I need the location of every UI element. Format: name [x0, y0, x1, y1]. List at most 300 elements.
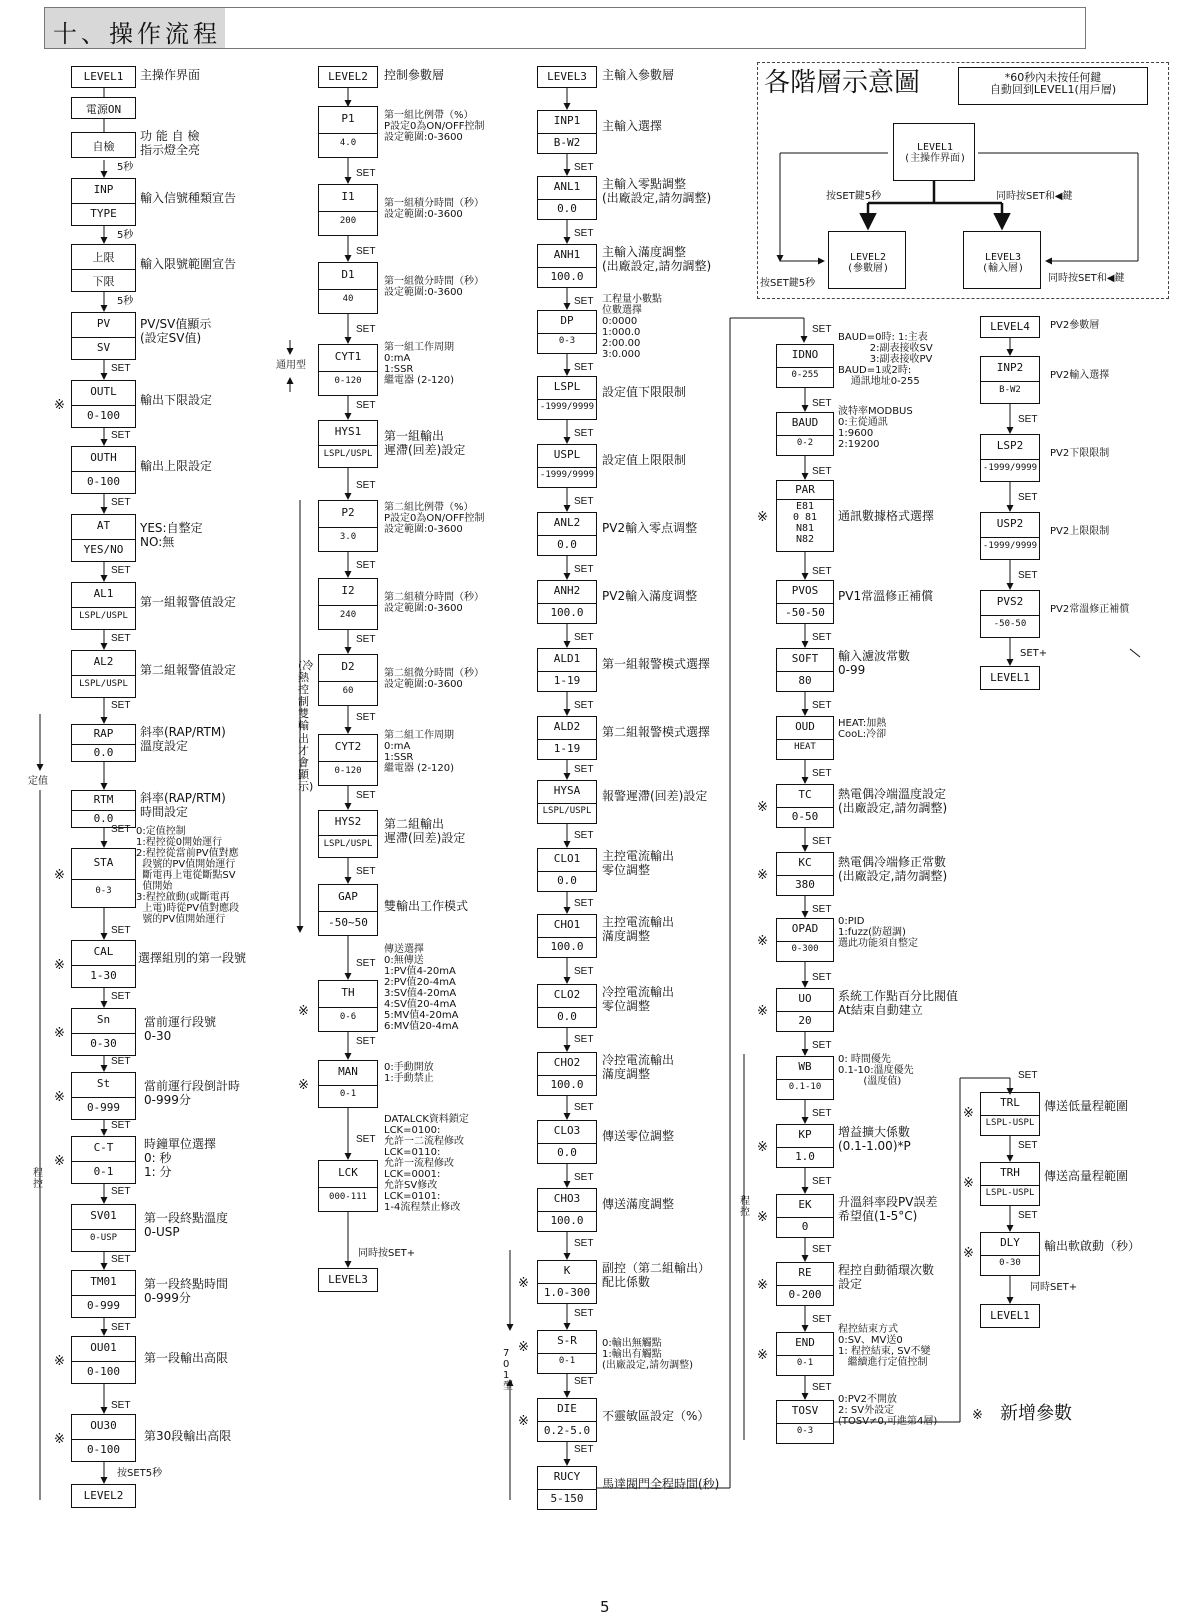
col3-inp1-value: B-W2	[553, 136, 581, 149]
level1-end-box-2-text: LEVEL1	[990, 1309, 1030, 1322]
col2-set-12: SET	[356, 1134, 376, 1145]
marker-sn: ※	[54, 1026, 65, 1041]
col4-uo-value: 20	[798, 1014, 812, 1027]
col3-cho1-name: CHO1	[553, 918, 581, 931]
col1-inp-desc: 輸入信號種類宣告	[140, 191, 237, 205]
both-set-l2: 同時按SET+	[358, 1248, 416, 1259]
col3-ald2-desc: 第二組報警模式選擇	[602, 725, 711, 739]
col2-cyt1-desc: 第一組工作周期 0:mA 1:SSR 繼電器 (2-120)	[384, 342, 455, 386]
col4-tc-name: TC	[798, 788, 812, 801]
col1-ou30-desc: 第30段輸出高限	[144, 1429, 232, 1443]
col3-anh2-value: 100.0	[550, 606, 584, 619]
col1-rap-desc: 斜率(RAP/RTM) 溫度設定	[140, 725, 226, 753]
col5-usp2-name: USP2	[996, 517, 1024, 530]
program-label-2: 程 控	[740, 1196, 750, 1218]
col4-set-6: SET	[812, 768, 832, 779]
col1-set-10: SET	[111, 1120, 131, 1131]
col3-clo3-value: 0.0	[557, 1146, 577, 1159]
col3-inp1-name: INP1	[553, 114, 581, 127]
col4-opad-name: OPAD	[791, 922, 819, 935]
col1-set-14: SET	[111, 1400, 131, 1411]
col4-idno-name: IDNO	[791, 348, 819, 361]
col3-cho2-name: CHO2	[553, 1056, 581, 1069]
marker-tc: ※	[757, 800, 768, 815]
col2-lck-value: 000-111	[329, 1192, 367, 1202]
col2-set-8: SET	[356, 790, 376, 801]
time-5s-2: 5秒	[117, 230, 134, 241]
level2-box-text: LEVEL2	[328, 70, 368, 83]
col4-set-15: SET	[812, 1382, 832, 1393]
selftest-box-text: 自檢	[92, 140, 115, 153]
col1-pv-desc: PV/SV值顯示 (設定SV值)	[140, 317, 212, 345]
col4-tosv-name: TOSV	[791, 1404, 819, 1417]
col2-cyt1-name: CYT1	[334, 350, 362, 363]
section-title: 十、操作流程	[53, 20, 221, 48]
col4-set-0: SET	[812, 324, 832, 335]
col5b-set-2: SET	[1018, 1210, 1038, 1221]
col1-sv01-desc: 第一段終點溫度 0-USP	[144, 1211, 229, 1239]
col1-outh-desc: 輸出上限設定	[140, 459, 213, 473]
col5-inp2-desc: PV2輸入選擇	[1050, 370, 1110, 381]
col3-hysa-value: LSPL/USPL	[542, 806, 592, 816]
col3-anh1-desc: 主輸入滿度調整 (出廠設定,請勿調整)	[602, 245, 712, 273]
col4-pvos-value: -50-50	[785, 606, 825, 619]
col2-th-value: 0-6	[339, 1012, 357, 1022]
col3-set-4: SET	[574, 428, 594, 439]
col5b-set-1: SET	[1018, 1140, 1038, 1151]
col3-ruc-desc: 馬達閥門全程時間(秒)	[602, 1477, 720, 1491]
col4-end-value: 0-1	[796, 1358, 814, 1368]
col4-ek-desc: 升溫斜率段PV誤差 希望值(1-5°C)	[838, 1195, 938, 1223]
col3-set-6: SET	[574, 564, 594, 575]
col2-hys1-value: LSPL/USPL	[323, 449, 373, 459]
col1-sta-desc: 0:定值控制 1:程控從0開始運行 2:程控從當前PV值對應 段號的PV值開始運行 斷電再上電從斷點SV 值開始 3:程控啟動(或斷電再 上電)時從PV值對應段 號的PV值開始運行	[136, 826, 240, 925]
col3-sr-name: S-R	[557, 1334, 577, 1347]
col5-pvs2-name: PVS2	[996, 595, 1024, 608]
col3-set-5: SET	[574, 496, 594, 507]
col2-i2-value: 240	[339, 610, 357, 620]
level1-end-box-1-text: LEVEL1	[990, 671, 1030, 684]
col1-al1-desc: 第一組報警值設定	[140, 595, 237, 609]
col4-kp-desc: 增益擴大係數 (0.1-1.00)*P	[838, 1125, 911, 1153]
col1-sn-desc: 當前運行段號 0-30	[144, 1015, 217, 1043]
col5-trh-desc: 傳送高量程範圍	[1044, 1169, 1129, 1183]
col3-anl2-name: ANL2	[553, 516, 581, 529]
legend-press-set5: 按SET鍵5秒	[826, 191, 882, 202]
col3-uspl-value: -1999/9999	[539, 470, 595, 480]
col3-set-8: SET	[574, 700, 594, 711]
col2-i2-desc: 第二組積分時間（秒） 設定範圍:0-3600	[384, 592, 484, 614]
col3-anl2-desc: PV2輸入零点调整	[602, 521, 698, 535]
col2-d2-value: 60	[342, 686, 354, 696]
col4-soft-desc: 輸入濾波常數 0-99	[838, 649, 911, 677]
col1-sta-name: STA	[93, 856, 114, 869]
col1-ou01-name: OU01	[90, 1341, 117, 1354]
col1-al1-value: LSPL/USPL	[79, 611, 128, 621]
col1-ou01-value: 0-100	[86, 1365, 121, 1378]
col2-cyt2-name: CYT2	[334, 740, 362, 753]
col1-outh-value: 0-100	[86, 475, 121, 488]
col1-set-8: SET	[111, 991, 131, 1002]
col5-dly-name: DLY	[1000, 1236, 1020, 1249]
col3-anl2-value: 0.0	[557, 538, 577, 551]
col1-tm01-name: TM01	[90, 1275, 117, 1288]
press-set5: 按SET5秒	[117, 1468, 163, 1479]
col3-hysa-desc: 報警遲滯(回差)設定	[602, 789, 708, 803]
col2-gap-desc: 雙輸出工作模式	[384, 899, 469, 913]
marker-re: ※	[757, 1278, 768, 1293]
legend-level3: LEVEL3 (輸入層)	[963, 231, 1041, 289]
col2-i2-name: I2	[341, 584, 355, 597]
col2-cyt2-desc: 第二組工作周期 0:mA 1:SSR 繼電器 (2-120)	[384, 730, 455, 774]
col3-dp-name: DP	[560, 314, 574, 327]
col2-hys2-desc: 第二組輸出 遲滯(回差)設定	[384, 817, 466, 845]
col5-trh-name: TRH	[1000, 1166, 1020, 1179]
marker-die: ※	[518, 1414, 529, 1429]
col3-set-1: SET	[574, 228, 594, 239]
col4-set-4: SET	[812, 632, 832, 643]
col4-idno-desc: BAUD=0時: 1:主表 2:副表接收SV 3:副表接收PV BAUD=1或2時: 通訊地址0-255	[838, 332, 933, 387]
col2-p1-name: P1	[341, 112, 355, 125]
legend-level2: LEVEL2 (參數層)	[828, 231, 906, 289]
type701-label: 7 0 1 型	[503, 1348, 513, 1392]
col4-baud-name: BAUD	[791, 416, 819, 429]
new-param-label: 新增參數	[1000, 1403, 1072, 1424]
col2-set-6: SET	[356, 634, 376, 645]
col4-soft-value: 80	[798, 674, 812, 687]
col3-set-18: SET	[574, 1376, 594, 1387]
col4-kc-name: KC	[798, 856, 812, 869]
col3-set-16: SET	[574, 1238, 594, 1249]
legend-level1: LEVEL1 (主操作界面)	[893, 123, 975, 181]
col2-gap-value: -50~50	[328, 916, 368, 929]
col3-set-19: SET	[574, 1444, 594, 1455]
col3-cho2-value: 100.0	[550, 1078, 584, 1091]
col3-lspl-name: LSPL	[553, 380, 581, 393]
col4-tosv-value: 0-3	[796, 1426, 814, 1436]
col4-pvos-name: PVOS	[791, 584, 819, 597]
col1-cal-name: CAL	[93, 945, 114, 958]
col2-p1-desc: 第一組比例帶（%） P設定0為ON/OFF控制 設定範圍:0-3600	[384, 110, 485, 143]
col2-set-11: SET	[356, 1036, 376, 1047]
marker-par: ※	[757, 510, 768, 525]
col3-ald1-value: 1-19	[553, 674, 581, 687]
col3-ald1-name: ALD1	[553, 652, 581, 665]
col1-set-12: SET	[111, 1254, 131, 1265]
col1-al2-value: LSPL/USPL	[79, 679, 128, 689]
col1-sv01-name: SV01	[90, 1209, 117, 1222]
col2-d2-desc: 第二組微分時間（秒） 設定範圍:0-3600	[384, 668, 484, 690]
col4-ek-name: EK	[798, 1198, 812, 1211]
col5-inp2-name: INP2	[996, 361, 1024, 374]
col5-set-2: SET	[1018, 570, 1038, 581]
col1-al2-desc: 第二組報警值設定	[140, 663, 237, 677]
col4-kc-value: 380	[795, 878, 815, 891]
col3-anl1-desc: 主輸入零點調整 (出廠設定,請勿調整)	[602, 177, 712, 205]
marker-k: ※	[518, 1276, 529, 1291]
col3-sr-desc: 0:輸出無觸點 1:輸出有觸點 (出廠設定,請勿調整)	[602, 1338, 693, 1371]
col1-ct-value: 0-1	[93, 1165, 114, 1178]
col3-lspl-value: -1999/9999	[539, 402, 595, 412]
col2-i1-desc: 第一組積分時間（秒） 設定範圍:0-3600	[384, 198, 484, 220]
page-number: 5	[600, 1598, 610, 1616]
col1-lim-value: 下限	[92, 275, 115, 288]
col1-sn-value: 0-30	[90, 1037, 117, 1050]
col4-set-1: SET	[812, 398, 832, 409]
level3-box-text: LEVEL3	[547, 70, 587, 83]
col3-set-12: SET	[574, 966, 594, 977]
col2-i1-name: I1	[341, 190, 355, 203]
col3-k-value: 1.0-300	[543, 1286, 591, 1299]
marker-dly: ※	[963, 1246, 974, 1261]
col4-set-12: SET	[812, 1176, 832, 1187]
col3-k-name: K	[563, 1264, 571, 1277]
marker-ek: ※	[757, 1210, 768, 1225]
program-label-1: 程 控	[33, 1168, 43, 1190]
col2-man-value: 0-1	[339, 1089, 357, 1099]
col4-uo-name: UO	[798, 992, 812, 1005]
marker-sr: ※	[518, 1340, 529, 1355]
col2-set-0: SET	[356, 168, 376, 179]
marker-ou01: ※	[54, 1354, 65, 1369]
level2-desc: 控制參數層	[384, 68, 445, 82]
col3-set-11: SET	[574, 898, 594, 909]
col1-set-5: SET	[111, 700, 131, 711]
setplus-label: SET+	[1020, 648, 1048, 659]
level3-end-box-text: LEVEL3	[328, 1273, 368, 1286]
col1-sv01-value: 0-USP	[89, 1233, 118, 1243]
col3-dp-desc: 工程量小數點 位數選擇 0:0000 1:000.0 2:00.00 3:0.000	[602, 294, 662, 360]
col4-opad-value: 0-300	[791, 944, 819, 954]
col3-clo1-desc: 主控電流輸出 零位調整	[602, 849, 675, 877]
col4-tosv-desc: 0:PV2不開放 2: SV外設定 (TOSV≠0,可進第4層)	[838, 1394, 938, 1427]
col2-set-9: SET	[356, 866, 376, 877]
col1-outl-name: OUTL	[90, 385, 117, 398]
col1-tm01-desc: 第一段終點時間 0-999分	[144, 1277, 229, 1305]
col1-rap-name: RAP	[93, 726, 114, 740]
col3-anh2-name: ANH2	[553, 584, 581, 597]
time-5s-1: 5秒	[117, 162, 134, 173]
col2-p2-desc: 第二組比例帶（%） P設定0為ON/OFF控制 設定範圍:0-3600	[384, 502, 485, 535]
col3-clo2-name: CLO2	[553, 988, 581, 1001]
col3-cho3-desc: 傳送滿度調整	[602, 1197, 675, 1211]
col3-cho2-desc: 冷控電流輸出 滿度調整	[602, 1053, 675, 1081]
col5-dly-value: 0-30	[999, 1258, 1021, 1268]
legend-note: *60秒內未按任何鍵 自動回到LEVEL1(用戶層)	[958, 67, 1148, 105]
col3-cho3-name: CHO3	[553, 1192, 581, 1205]
col4-set-2: SET	[812, 466, 832, 477]
col3-clo2-desc: 冷控電流輸出 零位調整	[602, 985, 675, 1013]
col3-ald2-name: ALD2	[553, 720, 581, 733]
col1-rap-value: 0.0	[93, 745, 114, 759]
col4-set-7: SET	[812, 836, 832, 847]
col5-trl-name: TRL	[1000, 1096, 1020, 1109]
col2-hys2-value: LSPL/USPL	[323, 839, 373, 849]
col5-dly-desc: 輸出軟啟動（秒）	[1044, 1239, 1141, 1253]
col3-set-10: SET	[574, 830, 594, 841]
col5-pvs2-value: -50-50	[993, 619, 1027, 629]
marker-uo: ※	[757, 1004, 768, 1019]
col2-cyt1-value: 0-120	[334, 376, 362, 386]
level4-box-text: LEVEL4	[990, 320, 1030, 333]
col1-set-7: SET	[111, 925, 131, 936]
col4-set-5: SET	[812, 700, 832, 711]
col3-set-7: SET	[574, 632, 594, 643]
col1-cal-desc: 選擇組別的第一段號	[138, 951, 247, 965]
col1-st-name: St	[96, 1077, 111, 1090]
col2-set-4: SET	[356, 480, 376, 491]
general-type-label: 通用型	[276, 360, 306, 371]
col1-set-4: SET	[111, 633, 131, 644]
col1-set-9: SET	[111, 1056, 131, 1067]
col4-end-desc: 程控結束方式 0:SV、MV送0 1: 程控結束, SV不變 繼續進行定值控制	[838, 1324, 931, 1368]
col1-sta-value: 0-3	[95, 886, 112, 896]
marker-st: ※	[54, 1090, 65, 1105]
col4-wb-desc: 0: 時間優先 0.1-10:溫度優先 (溫度值)	[838, 1054, 914, 1087]
col3-anh1-name: ANH1	[553, 248, 581, 261]
col4-re-name: RE	[798, 1266, 812, 1279]
col1-cal-value: 1-30	[90, 969, 117, 982]
col5-trl-desc: 傳送低量程範圍	[1044, 1099, 1129, 1113]
dual-output-note: (冷熱控制雙輸出才會顯示)	[298, 659, 314, 793]
selftest-desc: 功 能 自 檢 指示燈全亮	[140, 129, 201, 157]
col4-re-desc: 程控自動循環次數 設定	[838, 1263, 935, 1291]
col1-rtm-value: 0.0	[93, 811, 114, 825]
col4-set-14: SET	[812, 1314, 832, 1325]
marker-sta: ※	[54, 868, 65, 883]
col1-rtm-desc: 斜率(RAP/RTM) 時間設定	[140, 791, 226, 819]
marker-outl: ※	[54, 398, 65, 413]
col4-oud-desc: HEAT:加熱 CooL:冷卻	[838, 718, 887, 740]
col1-inp-value: TYPE	[90, 207, 117, 220]
both-set-l5: 同時SET+	[1030, 1282, 1078, 1293]
col4-idno-value: 0-255	[791, 370, 819, 380]
level3-desc: 主輸入參數層	[602, 68, 675, 82]
par-name: PAR	[795, 483, 815, 496]
legend-title: 各階層示意圖	[764, 68, 921, 98]
marker-kc: ※	[757, 868, 768, 883]
col2-set-1: SET	[356, 246, 376, 257]
col3-uspl-name: USPL	[553, 448, 581, 461]
col3-ald2-value: 1-19	[553, 742, 581, 755]
col3-set-13: SET	[574, 1034, 594, 1045]
col4-kp-value: 1.0	[795, 1150, 815, 1163]
col2-set-5: SET	[356, 560, 376, 571]
col2-d1-desc: 第一組微分時間（秒） 設定範圍:0-3600	[384, 276, 484, 298]
col5-lsp2-name: LSP2	[996, 439, 1024, 452]
col1-lim-name: 上限	[92, 251, 115, 264]
col1-ct-desc: 時鐘單位選擇 0: 秒 1: 分	[144, 1137, 217, 1179]
marker-th: ※	[298, 1004, 309, 1019]
col4-pvos-desc: PV1常溫修正補償	[838, 589, 934, 603]
col5-trh-value: LSPL-USPL	[985, 1188, 1035, 1198]
col1-al2-name: AL2	[93, 655, 114, 668]
col2-p1-value: 4.0	[339, 138, 357, 148]
col2-lck-name: LCK	[338, 1166, 358, 1179]
marker-man: ※	[298, 1078, 309, 1093]
marker-ou30: ※	[54, 1432, 65, 1447]
col2-set-10: SET	[356, 958, 376, 969]
marker-opad: ※	[757, 934, 768, 949]
col3-clo1-value: 0.0	[557, 874, 577, 887]
col1-outh-name: OUTH	[90, 451, 117, 464]
col2-hys2-name: HYS2	[334, 815, 362, 828]
col3-set-0: SET	[574, 162, 594, 173]
marker-trh: ※	[963, 1176, 974, 1191]
col3-ruc-value: 5-150	[550, 1492, 584, 1505]
col1-set-11: SET	[111, 1186, 131, 1197]
power-on-box-text: 電源ON	[85, 103, 122, 116]
col3-clo3-name: CLO3	[553, 1124, 581, 1137]
col4-set-10: SET	[812, 1040, 832, 1051]
col4-opad-desc: 0:PID 1:fuzz(防超調) 選此功能須自整定	[838, 916, 918, 949]
col1-rtm-name: RTM	[93, 792, 114, 806]
col4-tc-desc: 熱電偶冷端溫度設定 (出廠設定,請勿調整)	[838, 787, 948, 815]
level1-desc: 主操作界面	[140, 68, 201, 82]
col1-st-desc: 當前運行段倒計時 0-999分	[144, 1079, 241, 1107]
col4-soft-name: SOFT	[791, 652, 819, 665]
col4-wb-value: 0.1-10	[788, 1082, 822, 1092]
marker-ct: ※	[54, 1154, 65, 1169]
col1-ct-name: C-T	[93, 1141, 114, 1154]
col3-inp1-desc: 主輸入選擇	[602, 119, 663, 133]
col3-ruc-name: RUCY	[553, 1470, 581, 1483]
col2-set-7: SET	[356, 712, 376, 723]
col4-set-8: SET	[812, 904, 832, 915]
col3-dp-value: 0-3	[558, 336, 576, 346]
par-value: E81 0 81 N81 N82	[792, 501, 818, 545]
col1-set-13: SET	[111, 1322, 131, 1333]
col5-inp2-value: B-W2	[999, 385, 1021, 395]
col4-oud-value: HEAT	[794, 742, 816, 752]
col5-usp2-desc: PV2上限限制	[1050, 526, 1110, 537]
col1-st-value: 0-999	[86, 1101, 121, 1114]
col1-set-2: SET	[111, 497, 131, 508]
col2-set-2: SET	[356, 324, 376, 335]
col1-ou30-name: OU30	[90, 1419, 117, 1432]
col3-set-9: SET	[574, 764, 594, 775]
col4-set-3: SET	[812, 566, 832, 577]
col3-clo3-desc: 傳送零位調整	[602, 1129, 675, 1143]
col2-d1-value: 40	[342, 294, 354, 304]
col3-anh2-desc: PV2輸入滿度调整	[602, 589, 698, 603]
col5-set-0: SET	[1018, 414, 1038, 425]
col4-end-name: END	[795, 1336, 815, 1349]
col1-al1-name: AL1	[93, 587, 114, 600]
triangle-a	[1130, 649, 1140, 657]
col2-hys1-name: HYS1	[334, 425, 362, 438]
legend-both-set-left: 同時按SET和◀鍵	[996, 191, 1073, 202]
col1-ou30-value: 0-100	[86, 1443, 121, 1456]
col3-ald1-desc: 第一組報警模式選擇	[602, 657, 711, 671]
col1-outl-desc: 輸出下限設定	[140, 393, 213, 407]
col1-tm01-value: 0-999	[86, 1299, 121, 1312]
col4-uo-desc: 系統工作點百分比閥值 At結束自動建立	[838, 989, 959, 1017]
col2-i1-value: 200	[339, 216, 357, 226]
marker-end: ※	[757, 1348, 768, 1363]
marker-trl: ※	[963, 1106, 974, 1121]
col1-at-value: YES/NO	[83, 543, 124, 556]
col1-set-6: SET	[111, 824, 131, 835]
col2-man-name: MAN	[338, 1065, 358, 1078]
col3-set-17: SET	[574, 1308, 594, 1319]
col1-set-0: SET	[111, 363, 131, 374]
col4-baud-desc: 波特率MODBUS 0:主從通訊 1:9600 2:19200	[838, 406, 913, 450]
col4-baud-value: 0-2	[796, 438, 814, 448]
col1-set-3: SET	[111, 565, 131, 576]
par-desc: 通訊數據格式選擇	[838, 509, 935, 523]
col5b-set-0: SET	[1018, 1070, 1038, 1081]
